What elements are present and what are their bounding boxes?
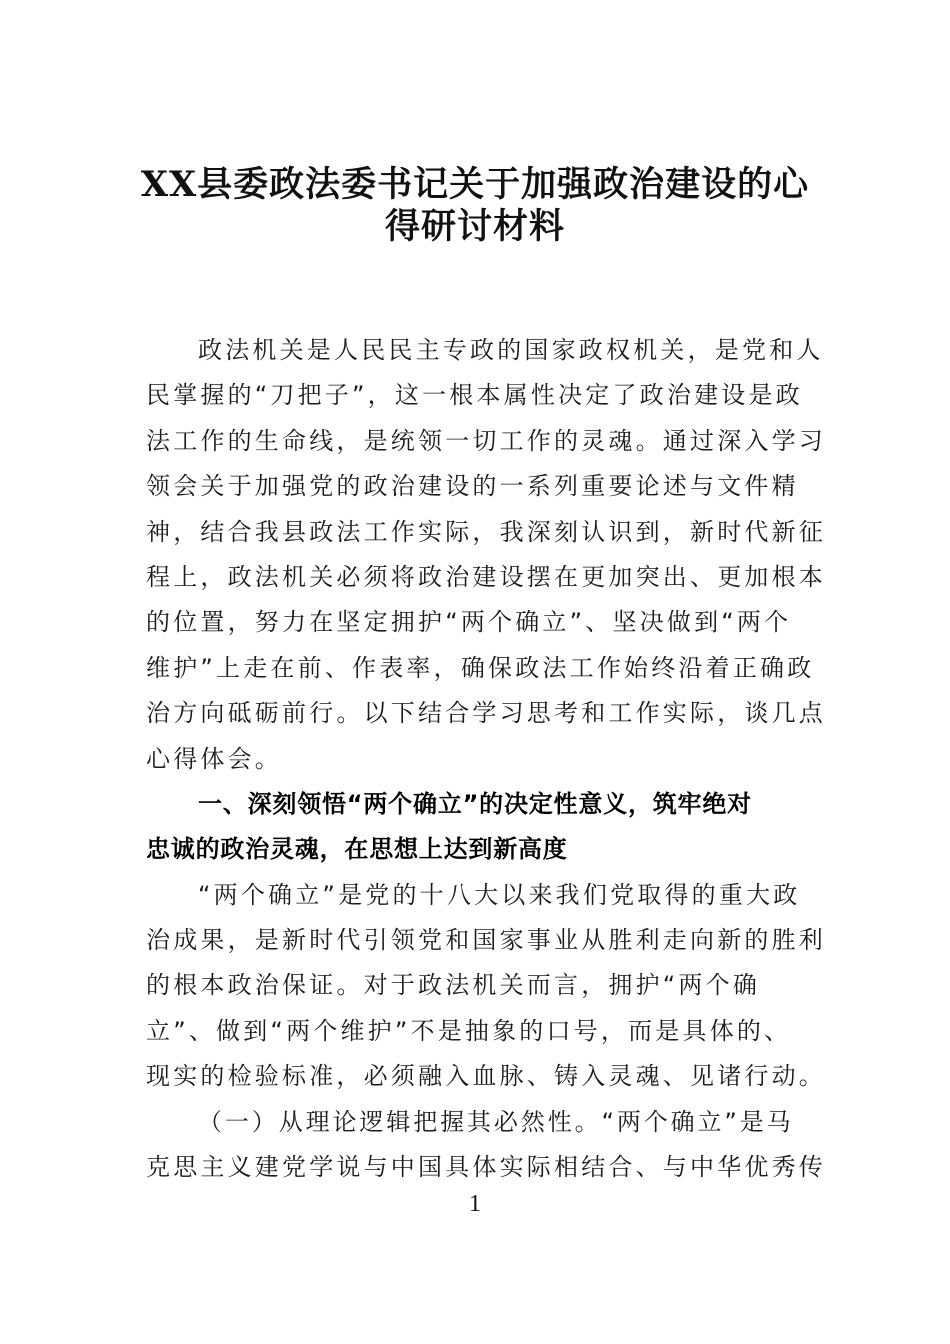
body-line: 政法机关是人民民主专政的国家政权机关，是党和人 <box>198 336 824 364</box>
body-line: 治方向砥砺前行。以下结合学习思考和工作实际，谈几点 <box>146 699 826 728</box>
body-line: 现实的检验标准，必须融入血脉、铸入灵魂、见诸行动。 <box>146 1062 826 1091</box>
body-line: 心得体会。 <box>146 744 282 773</box>
body-line: 治成果，是新时代引领党和国家事业从胜利走向新的胜利 <box>146 926 826 955</box>
subsection-line: （一）从理论逻辑把握其必然性。“两个确立”是马 <box>198 1107 794 1136</box>
body-line: 神，结合我县政法工作实际，我深刻认识到，新时代新征 <box>146 517 826 546</box>
body-line: 克思主义建党学说与中国具体实际相结合、与中华优秀传 <box>146 1153 826 1182</box>
body-line: 的根本政治保证。对于政法机关而言，拥护“两个确 <box>146 971 761 1000</box>
body-line: 法工作的生命线，是统领一切工作的灵魂。通过深入学习 <box>146 426 826 455</box>
document-body <box>146 328 826 1190</box>
body-line: 立”、做到“两个维护”不是抽象的口号，而是具体的、 <box>146 1016 792 1045</box>
body-line: 程上，政法机关必须将政治建设摆在更加突出、更加根本 <box>146 562 826 591</box>
body-line: 民掌握的“刀把子”，这一根本属性决定了政治建设是政 <box>146 381 803 410</box>
body-line: 的位置，努力在坚定拥护“两个确立”、坚决做到“两个 <box>146 608 792 637</box>
section-heading-line: 一、深刻领悟“两个确立”的决定性意义，筑牢绝对 <box>198 789 752 818</box>
body-line: “两个确立”是党的十八大以来我们党取得的重大政 <box>198 880 801 909</box>
document-title-line-1: XX县委政法委书记关于加强政治建设的心 <box>140 164 810 205</box>
body-line: 领会关于加强党的政治建设的一系列重要论述与文件精 <box>146 472 799 501</box>
page-number: 1 <box>469 1191 481 1217</box>
document-title-line-2: 得研讨材料 <box>384 206 565 247</box>
body-line: 维护”上走在前、作表率，确保政法工作始终沿着正确政 <box>146 653 815 682</box>
section-heading-line: 忠诚的政治灵魂，在思想上达到新高度 <box>146 835 568 864</box>
